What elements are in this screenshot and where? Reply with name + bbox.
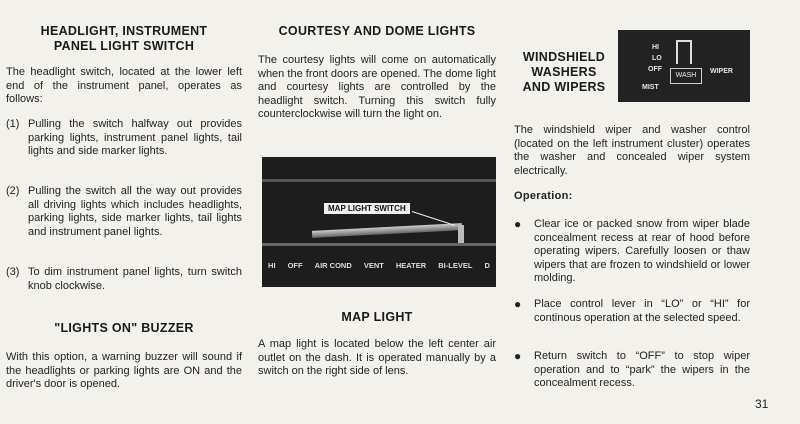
dash-label: D [484,261,490,270]
wiper-bullet-3-text: Return switch to “OFF” to stop wiper operation and to “park” the wipers in the concealment recess. [534,350,750,390]
headlight-heading-line2: PANEL LIGHT SWITCH [53,39,195,53]
map-light-text: A map light is located below the left center air outlet on the dash. It is operated manually by a switch on the right side of lens. [258,338,496,378]
headlight-item-2-num: (2) [6,185,20,197]
wash-button: WASH [670,68,702,84]
courtesy-heading: COURTESY AND DOME LIGHTS [278,24,476,38]
headlight-item-1-num: (1) [6,118,20,130]
bullet-icon: ● [514,217,522,231]
wipers-intro: The windshield wiper and washer control (located on the left instrument cluster) operates the washer and concealed wiper system electrically. [514,124,750,177]
buzzer-text: With this option, a warning buzzer will sound if the headlights or parking lights are ON and the driver's door is opened. [6,351,242,391]
dash-label: VENT [363,261,384,270]
wipers-heading-line3: AND WIPERS [522,80,606,94]
wiper-lever-slot [676,40,692,64]
wiper-label-lo: LO [652,55,662,62]
wiper-control-photo [618,30,750,102]
page-number: 31 [755,397,769,411]
headlight-intro: The headlight switch, located at the lower left end of the instrument panel, operates as follows: [6,66,242,106]
dash-control-labels [262,261,496,270]
wiper-bullet-2 [514,298,750,325]
dash-label: BI-LEVEL [438,261,473,270]
wiper-bullet-1 [514,218,750,286]
wipers-heading-line2: WASHERS [531,65,597,79]
headlight-item-1 [6,118,242,159]
wipers-heading-line1: WINDSHIELD [522,50,606,64]
wipers-heading [514,50,614,95]
bullet-icon: ● [514,349,522,363]
map-light-callout: MAP LIGHT SWITCH [324,203,410,214]
dash-label: HI [268,261,276,270]
headlight-heading [6,24,242,54]
dash-panel-edge [262,243,496,246]
courtesy-text: The courtesy lights will come on automatically when the front doors are opened. The dome light and courtesy lights are controlled by the headlight switch. Turning this switch fully counterclockwise will turn the light on. [258,54,496,121]
map-light-switch [312,223,462,238]
wiper-label-wiper: WIPER [710,68,733,75]
dash-label: OFF [287,261,303,270]
dash-label: HEATER [395,261,427,270]
dash-trim [262,179,496,182]
wiper-bullet-2-text: Place control lever in “LO” or “HI” for continous operation at the selected speed. [534,298,750,324]
wiper-label-mist: MIST [642,84,659,91]
map-light-photo [262,157,496,287]
wiper-bullet-1-text: Clear ice or packed snow from wiper blade concealment recess at rear of hood before operating wipers. Carefully loosen or thaw wipers that are frozen to windshield or lower molding. [534,218,750,285]
wiper-label-hi: HI [652,44,659,51]
headlight-item-3-text: To dim instrument panel lights, turn switch knob clockwise. [28,266,242,292]
operation-label: Operation: [514,190,573,202]
wiper-bullet-3 [514,350,750,391]
map-light-switch-end [458,225,464,243]
headlight-item-1-text: Pulling the switch halfway out provides parking lights, instrument panel lights, tail lights and side marker lights. [28,118,242,158]
bullet-icon: ● [514,297,522,311]
headlight-item-3 [6,266,242,293]
map-light-heading: MAP LIGHT [341,310,413,324]
headlight-heading-line1: HEADLIGHT, INSTRUMENT [40,24,208,38]
headlight-item-2 [6,185,242,239]
dash-label: AIR COND [314,261,352,270]
headlight-item-2-text: Pulling the switch all the way out provides all driving lights which includes headlights, parking lights, side marker lights, tail lights and instrument panel lights. [28,185,242,238]
headlight-item-3-num: (3) [6,266,20,278]
buzzer-heading: "LIGHTS ON" BUZZER [54,321,194,335]
wiper-label-off: OFF [648,66,662,73]
